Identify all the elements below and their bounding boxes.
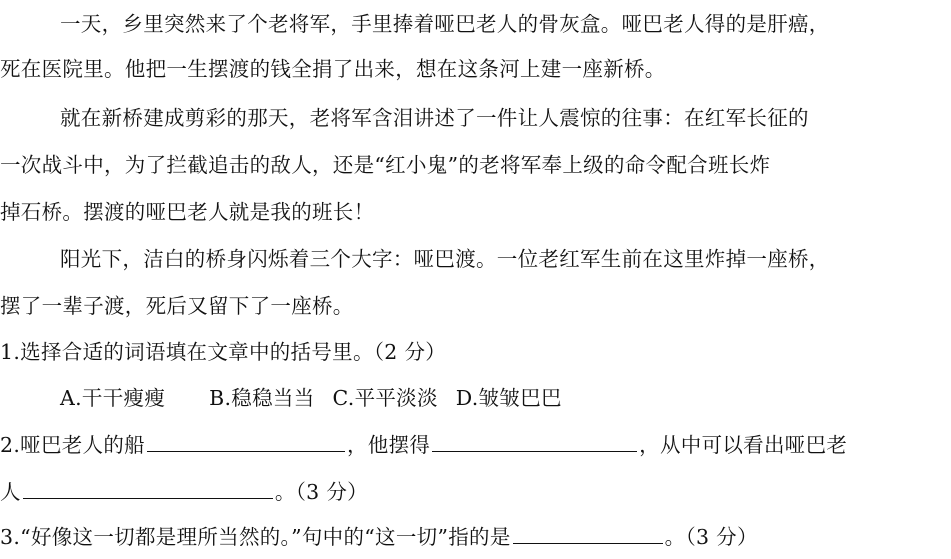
option-a: A.干干瘦瘦 [60,386,166,410]
question-1: 1.选择合适的词语填在文章中的括号里。（2 分） [0,340,447,364]
option-d: D.皱皱巴巴 [455,386,562,410]
answer-blank-rowing[interactable] [432,429,637,452]
question-2-part-5: 。（3 分） [274,480,368,504]
question-3-part-2: 。（3 分） [664,525,758,549]
question-2-part-2: ，他摆得 [346,433,431,457]
question-3 [0,515,758,559]
paragraph-3-line-1: 阳光下，洁白的桥身闪烁着三个大字：哑巴渡。一位老红军生前在这里炸掉一座桥， [60,247,830,271]
question-2-part-3: ，从中可以看出哑巴老 [639,433,848,457]
question-2-part-1: 2.哑巴老人的船 [0,433,145,457]
question-3-part-1: 3.“好像这一切都是理所当然的。”句中的“这一切”指的是 [0,525,511,549]
question-2-line-1 [0,423,847,467]
paragraph-1-line-1: 一天，乡里突然来了个老将军，手里捧着哑巴老人的骨灰盒。哑巴老人得的是肝癌， [60,12,830,36]
option-c: C.平平淡淡 [332,386,438,410]
paragraph-1-line-2: 死在医院里。他把一生摆渡的钱全捐了出来，想在这条河上建一座新桥。 [0,57,666,81]
question-1-options [60,376,562,420]
paragraph-2-line-3: 掉石桥。摆渡的哑巴老人就是我的班长！ [0,200,375,224]
paragraph-3-line-2: 摆了一辈子渡，死后又留下了一座桥。 [0,294,354,318]
answer-blank-boat[interactable] [147,429,345,452]
paragraph-2-line-1: 就在新桥建成剪彩的那天，老将军含泪讲述了一件让人震惊的往事：在红军长征的 [60,106,809,130]
paragraph-2-line-2: 一次战斗中，为了拦截追击的敌人，还是“红小鬼”的老将军奉上级的命令配合班长炸 [0,153,771,177]
option-b: B.稳稳当当 [209,386,315,410]
answer-blank-character[interactable] [23,476,273,499]
question-2-line-2 [0,470,368,514]
answer-blank-this-all[interactable] [513,521,663,544]
question-2-part-4: 人 [0,480,21,504]
